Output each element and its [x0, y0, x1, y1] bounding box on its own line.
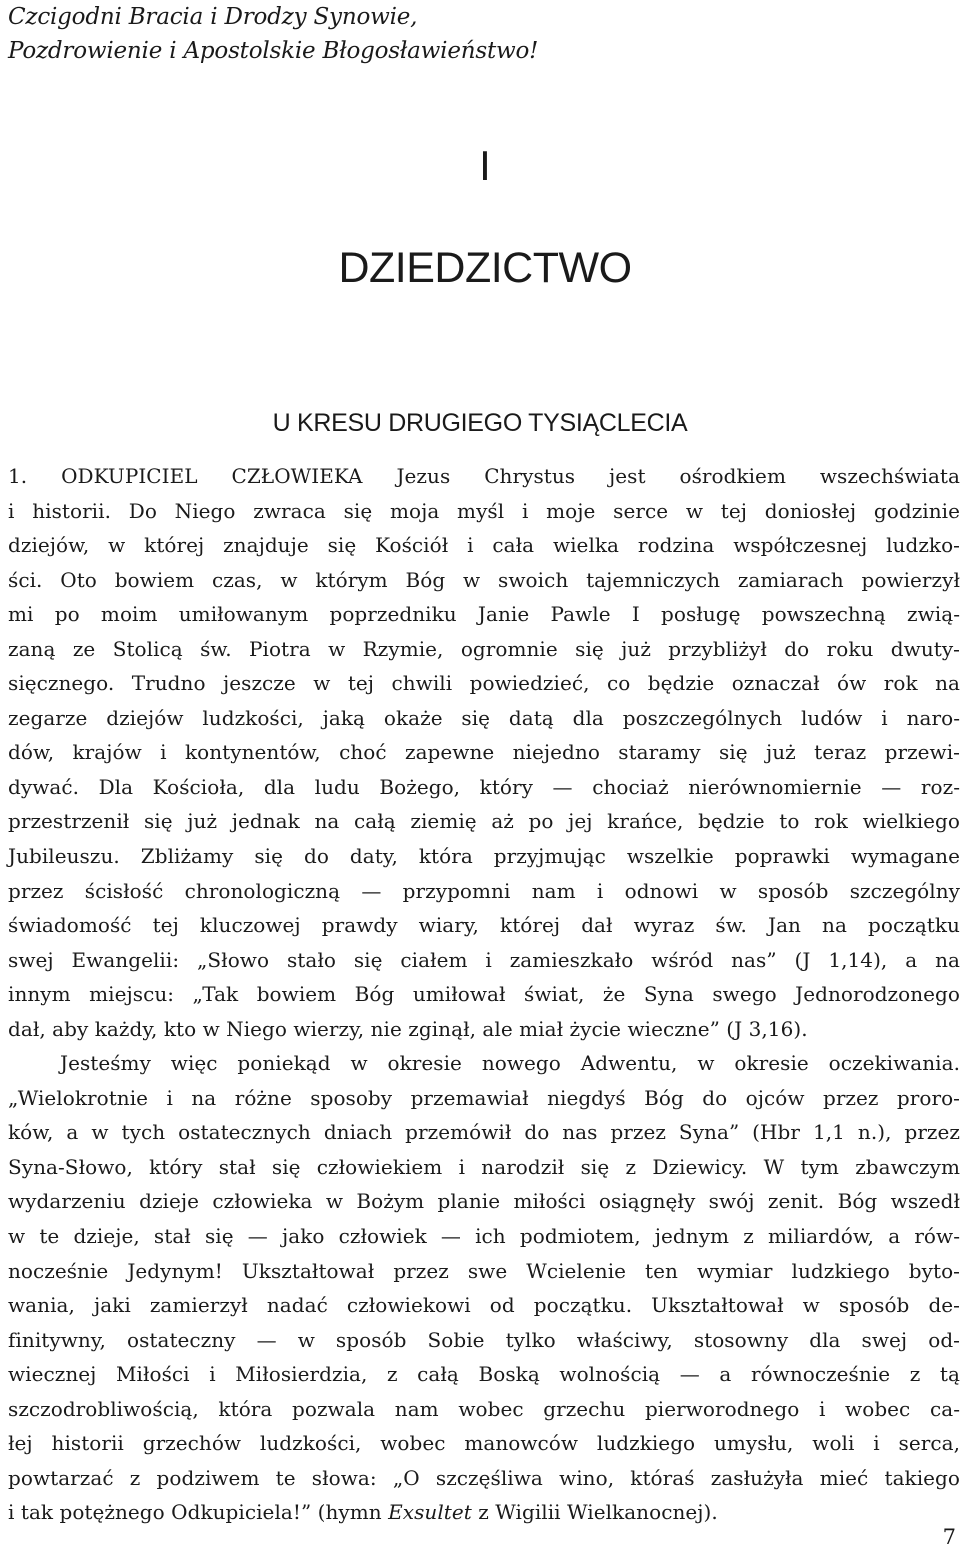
paragraph-2-line: wania, jaki zamierzył nadać człowiekowi od początku. Ukształtował w sposób de- — [8, 1293, 960, 1318]
paragraph-2-line: wiecznej Miłości i Miłosierdzia, z całą Boską wolnością — a równocześnie z tą — [8, 1362, 960, 1387]
paragraph-1-line: zaną ze Stolicą św. Piotra w Rzymie, ogromnie się już przybliżył do roku dwuty- — [8, 636, 960, 661]
paragraph-1-line: swej Ewangelii: „Słowo stało się ciałem i zamieszkało wśród nas” (J 1,14), a na — [8, 947, 960, 972]
paragraph-1-line: przestrzenił się już jednak na całą ziemię aż po jej krańce, będzie to rok wielkiego — [8, 809, 960, 834]
paragraph-2-line: „Wielokrotnie i na różne sposoby przemawiał niegdyś Bóg do ojców przez proro- — [8, 1085, 960, 1110]
page-number: 7 — [942, 1525, 956, 1549]
paragraph-1 — [8, 459, 960, 1046]
paragraph-1-line: dziejów, w której znajduje się Kościół i cała wielka rodzina współczesnej ludzko- — [8, 533, 960, 558]
paragraph-1-line: dywać. Dla Kościoła, dla ludu Bożego, który — chociaż nierównomiernie — roz- — [8, 774, 960, 799]
paragraph-2-line: wydarzeniu dzieje człowieka w Bożym planie miłości osiągnęły swój zenit. Bóg wszedł — [8, 1189, 960, 1214]
salutation — [8, 0, 538, 68]
paragraph-1-line: świadomość tej kluczowej prawdy wiary, której dał wyraz św. Jan na początku — [8, 913, 960, 938]
part-number: I — [479, 142, 491, 189]
paragraph-1-line: innym miejscu: „Tak bowiem Bóg umiłował świat, że Syna swego Jednorodzonego — [8, 982, 960, 1007]
paragraph-2-line: nocześnie Jedynym! Ukształtował przez swe Wcielenie ten wymiar ludzkiego byto- — [8, 1258, 960, 1283]
salutation-line-1: Czcigodni Bracia i Drodzy Synowie, — [8, 4, 418, 30]
paragraph-1-line: dał, aby każdy, kto w Niego wierzy, nie zginął, ale miał życie wieczne” (J 3,16). — [8, 1016, 808, 1041]
paragraph-2-line: ków, a w tych ostatecznych dniach przemówił do nas przez Syna” (Hbr 1,1 n.), przez — [8, 1120, 960, 1145]
paragraph-1-line: zegarze dziejów ludzkości, jaką okaże się datą dla poszczególnych ludów i naro- — [8, 705, 960, 730]
paragraph-1-line: dów, krajów i kontynentów, choć zapewne niejedno staramy się już teraz przewi- — [8, 740, 960, 765]
section-title: U KRESU DRUGIEGO TYSIĄCLECIA — [272, 409, 688, 437]
paragraph-2-last-line — [8, 1495, 960, 1530]
paragraph-2-line: łej historii grzechów ludzkości, wobec manowców ludzkiego umysłu, woli i serca, — [8, 1431, 960, 1456]
hymn-title: Exsultet — [388, 1500, 472, 1525]
paragraph-1-line: Jubileuszu. Zbliżamy się do daty, która przyjmując wszelkie poprawki wymagane — [8, 844, 960, 869]
paragraph-1-line: mi po moim umiłowanym poprzedniku Janie Pawle I posługę powszechną zwią- — [8, 602, 960, 627]
paragraph-1-line: i historii. Do Niego zwraca się moja myśl i moje serce w tej doniosłej godzinie — [8, 498, 960, 523]
paragraph-2-line: szczodrobliwością, która pozwala nam wobec grzechu pierworodnego i wobec ca- — [8, 1396, 960, 1421]
paragraph-2-line: finitywny, ostateczny — w sposób Sobie tylko właściwy, stosowny dla swej od- — [8, 1327, 960, 1352]
last-line-text-after: z Wigilii Wielkanocnej). — [471, 1500, 718, 1525]
paragraph-2-line: w te dzieje, stał się — jako człowiek — ich podmiotem, jednym z miliardów, a rów- — [8, 1224, 960, 1249]
paragraph-1-line: 1. ODKUPICIEL CZŁOWIEKA Jezus Chrystus jest ośrodkiem wszechświata — [8, 464, 960, 488]
paragraph-1-line: przez ścisłość chronologiczną — przypomni nam i odnowi w sposób szczególny — [8, 878, 960, 903]
paragraph-1-line: ści. Oto bowiem czas, w którym Bóg w swoich tajemniczych zamiarach powierzył — [8, 567, 960, 592]
body-text — [8, 459, 960, 1530]
paragraph-1-line: sięcznego. Trudno jeszcze w tej chwili powiedzieć, co będzie oznaczał ów rok na — [8, 671, 960, 696]
paragraph-2-line: powtarzać z podziwem te słowa: „O szczęśliwa wino, któraś zasłużyła mieć takiego — [8, 1465, 960, 1490]
last-line-text-before: i tak potężnego Odkupiciela!” (hymn — [8, 1500, 389, 1525]
paragraph-2-line: Syna-Słowo, który stał się człowiekiem i narodził się z Dziewicy. W tym zbawczym — [8, 1154, 960, 1179]
paragraph-2-line: Jesteśmy więc poniekąd w okresie nowego Adwentu, w okresie oczekiwania. — [60, 1051, 960, 1076]
salutation-line-2: Pozdrowienie i Apostolskie Błogosławieństwo! — [8, 38, 539, 64]
part-title: DZIEDZICTWO — [338, 244, 632, 292]
paragraph-2 — [8, 1046, 960, 1530]
